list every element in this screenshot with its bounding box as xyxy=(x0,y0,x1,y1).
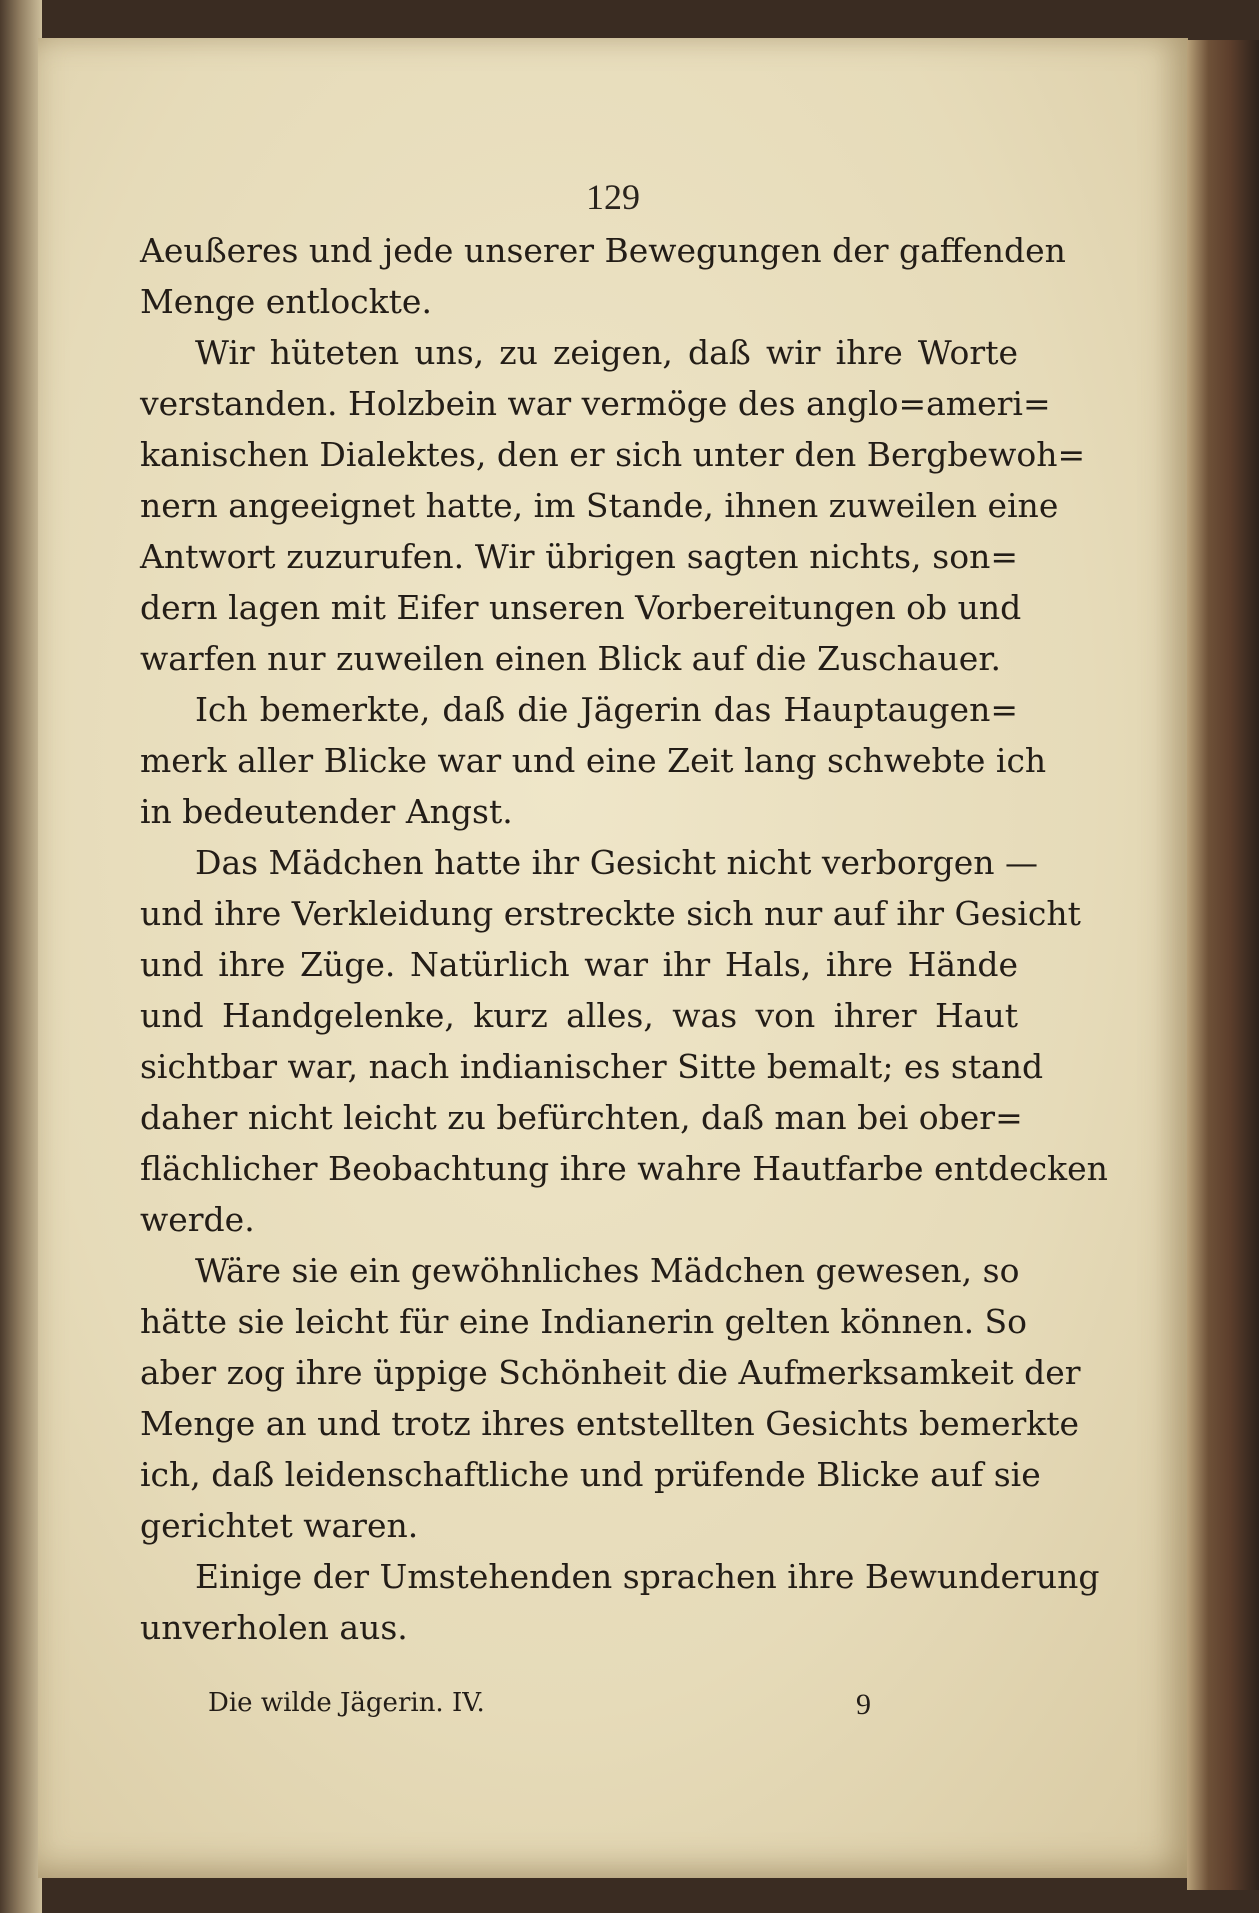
text-line: Ich bemerkte, daß die Jägerin das Hauptaugen= xyxy=(195,690,1018,729)
text-line: hätte sie leicht für eine Indianerin gelten können. So xyxy=(140,1302,1028,1341)
sheet-number: 9 xyxy=(856,1688,871,1721)
text-line: Menge entlockte. xyxy=(140,282,432,321)
left-page-edge xyxy=(0,0,42,1913)
text-line: Wir hüteten uns, zu zeigen, daß wir ihre Worte xyxy=(195,333,1018,372)
text-line: und ihre Züge. Natürlich war ihr Hals, ihre Hände xyxy=(140,945,1018,984)
text-line: Wäre sie ein gewöhnliches Mädchen gewesen, so xyxy=(195,1251,1020,1290)
page-number: 129 xyxy=(586,177,640,217)
book-binding-edge xyxy=(1187,40,1259,1890)
text-line: daher nicht leicht zu befürchten, daß man bei ober= xyxy=(140,1098,1023,1137)
book-page xyxy=(38,38,1188,1878)
text-line: Einige der Umstehenden sprachen ihre Bewunderung xyxy=(195,1557,1100,1596)
text-line: gerichtet waren. xyxy=(140,1506,419,1545)
text-line: warfen nur zuweilen einen Blick auf die Zuschauer. xyxy=(140,639,1001,678)
text-line: Menge an und trotz ihres entstellten Gesichts bemerkte xyxy=(140,1404,1080,1443)
text-line: unverholen aus. xyxy=(140,1608,408,1647)
text-line: Das Mädchen hatte ihr Gesicht nicht verborgen — xyxy=(195,843,1038,882)
text-line: sichtbar war, nach indianischer Sitte bemalt; es stand xyxy=(140,1047,1044,1086)
text-line: ich, daß leidenschaftliche und prüfende Blicke auf sie xyxy=(140,1455,1041,1494)
text-line: flächlicher Beobachtung ihre wahre Hautfarbe entdecken xyxy=(140,1149,1108,1188)
text-line: verstanden. Holzbein war vermöge des anglo=ameri= xyxy=(140,384,1051,423)
text-line: in bedeutender Angst. xyxy=(140,792,513,831)
text-line: Aeußeres und jede unserer Bewegungen der gaffenden xyxy=(140,231,1066,270)
footer-signature: Die wilde Jägerin. IV. xyxy=(208,1688,485,1718)
text-line: aber zog ihre üppige Schönheit die Aufmerksamkeit der xyxy=(140,1353,1081,1392)
text-line: werde. xyxy=(140,1200,255,1239)
text-line: nern angeeignet hatte, im Stande, ihnen zuweilen eine xyxy=(140,486,1059,525)
text-line: kanischen Dialektes, den er sich unter den Bergbewoh= xyxy=(140,435,1086,474)
text-line: und ihre Verkleidung erstreckte sich nur auf ihr Gesicht xyxy=(140,894,1081,933)
text-line: und Handgelenke, kurz alles, was von ihrer Haut xyxy=(140,996,1018,1035)
text-line: merk aller Blicke war und eine Zeit lang schwebte ich xyxy=(140,741,1047,780)
text-line: dern lagen mit Eifer unseren Vorbereitungen ob und xyxy=(140,588,1022,627)
text-line: Antwort zuzurufen. Wir übrigen sagten nichts, son= xyxy=(140,537,1018,576)
